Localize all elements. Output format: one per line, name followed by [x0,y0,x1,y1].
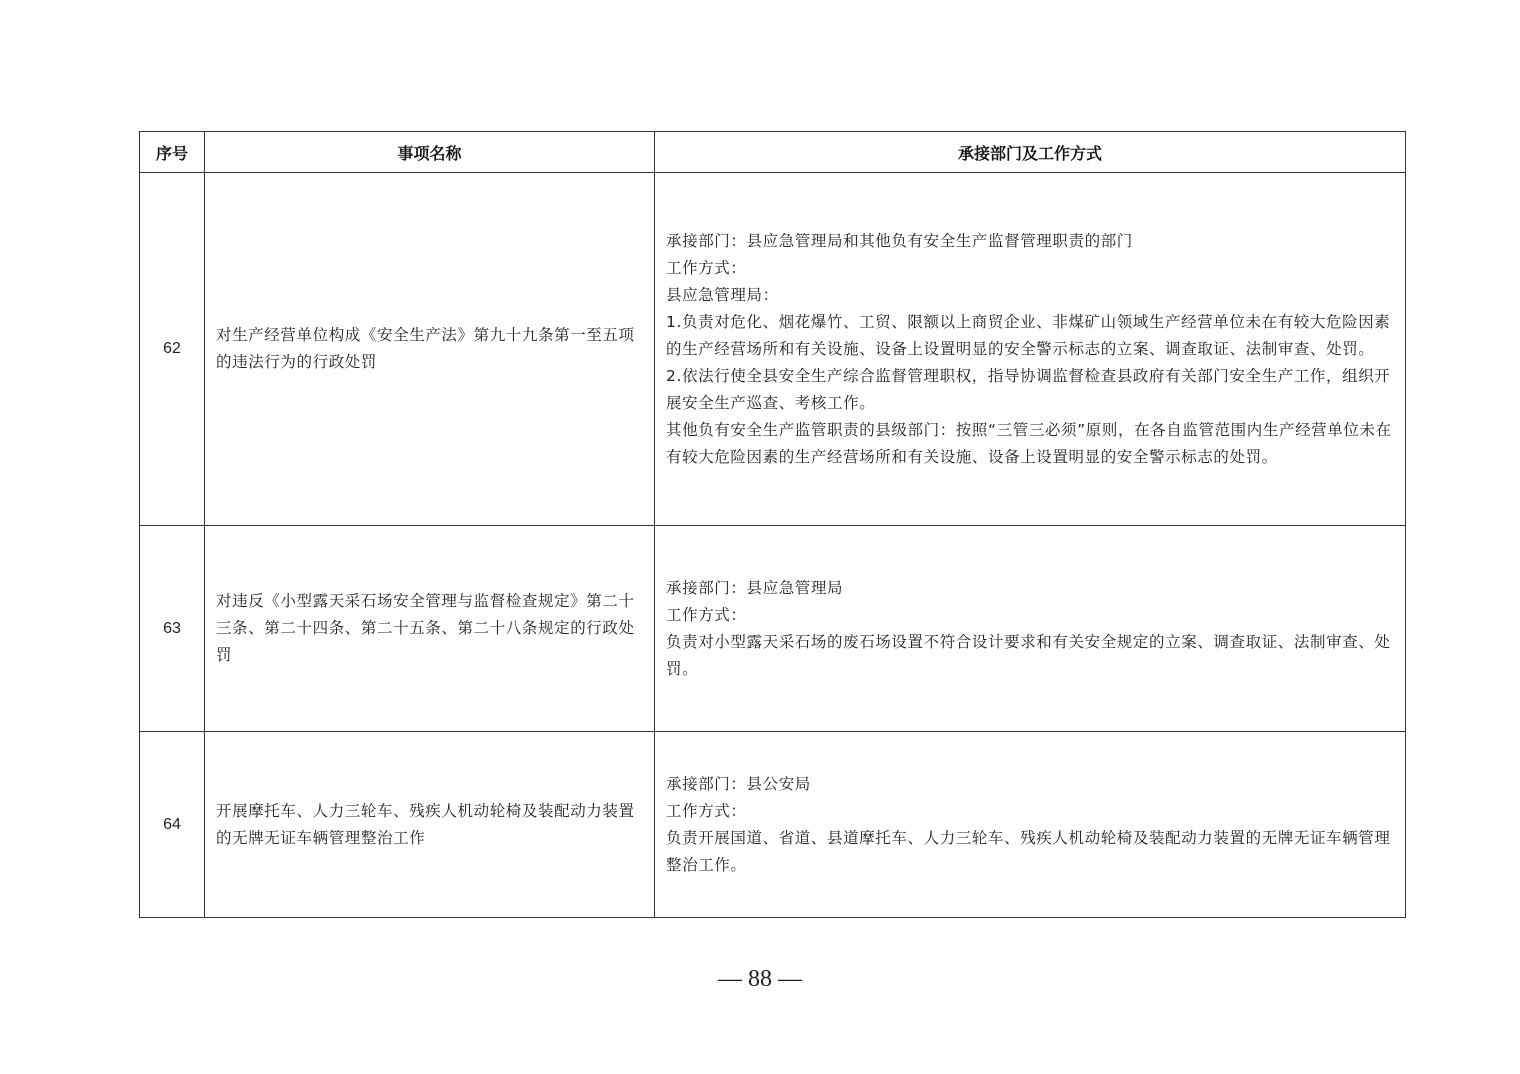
row-number: 62 [140,173,205,526]
page-number: — 88 — [718,966,802,992]
dept-line: 承接部门：县应急管理局和其他负有安全生产监督管理职责的部门 [666,231,1133,250]
dept-cell [655,732,1406,918]
row-number: 64 [140,732,205,918]
dept-line: 县应急管理局： [666,285,779,304]
row-number: 63 [140,526,205,732]
dept-line: 2.依法行使全县安全生产综合监督管理职权，指导协调监督检查县政府有关部门安全生产工作，组织开展安全生产巡查、考核工作。 [666,366,1391,412]
matters-table [139,131,1406,918]
matter-name-cell [205,732,655,918]
matter-name-cell [205,173,655,526]
table-row [140,173,1406,526]
dept-line: 其他负有安全生产监管职责的县级部门：按照“三管三必须”原则，在各自监管范围内生产经营单位未在有较大危险因素的生产经营场所和有关设施、设备上设置明显的安全警示标志的处罚。 [666,420,1392,466]
dept-line: 承接部门：县应急管理局 [666,578,844,597]
dept-text [655,228,1405,471]
header-dept: 承接部门及工作方式 [655,132,1406,173]
dept-line: 工作方式： [666,605,747,624]
matter-name: 对违反《小型露天采石场安全管理与监督检查规定》第二十三条、第二十四条、第二十五条、第二十八条规定的行政处罚 [216,592,635,664]
dept-text [655,575,1405,683]
matter-name-cell [205,526,655,732]
dept-line: 承接部门：县公安局 [666,774,811,793]
dept-cell [655,526,1406,732]
dept-line: 负责开展国道、省道、县道摩托车、人力三轮车、残疾人机动轮椅及装配动力装置的无牌无证车辆管理整治工作。 [666,828,1391,874]
dept-line: 工作方式： [666,801,747,820]
dept-text [655,771,1405,879]
matter-name: 对生产经营单位构成《安全生产法》第九十九条第一至五项的违法行为的行政处罚 [216,326,635,371]
dept-cell [655,173,1406,526]
matter-name: 开展摩托车、人力三轮车、残疾人机动轮椅及装配动力装置的无牌无证车辆管理整治工作 [216,801,635,847]
dept-line: 工作方式： [666,258,747,277]
header-no: 序号 [140,132,205,173]
table-row [140,732,1406,918]
header-name: 事项名称 [205,132,655,173]
table-header-row [140,132,1406,173]
dept-line: 负责对小型露天采石场的废石场设置不符合设计要求和有关安全规定的立案、调查取证、法制审查、处罚。 [666,632,1391,678]
dept-line: 1.负责对危化、烟花爆竹、工贸、限额以上商贸企业、非煤矿山领域生产经营单位未在有较大危险因素的生产经营场所和有关设施、设备上设置明显的安全警示标志的立案、调查取证、法制审查、处罚。 [666,312,1391,358]
table-row [140,526,1406,732]
